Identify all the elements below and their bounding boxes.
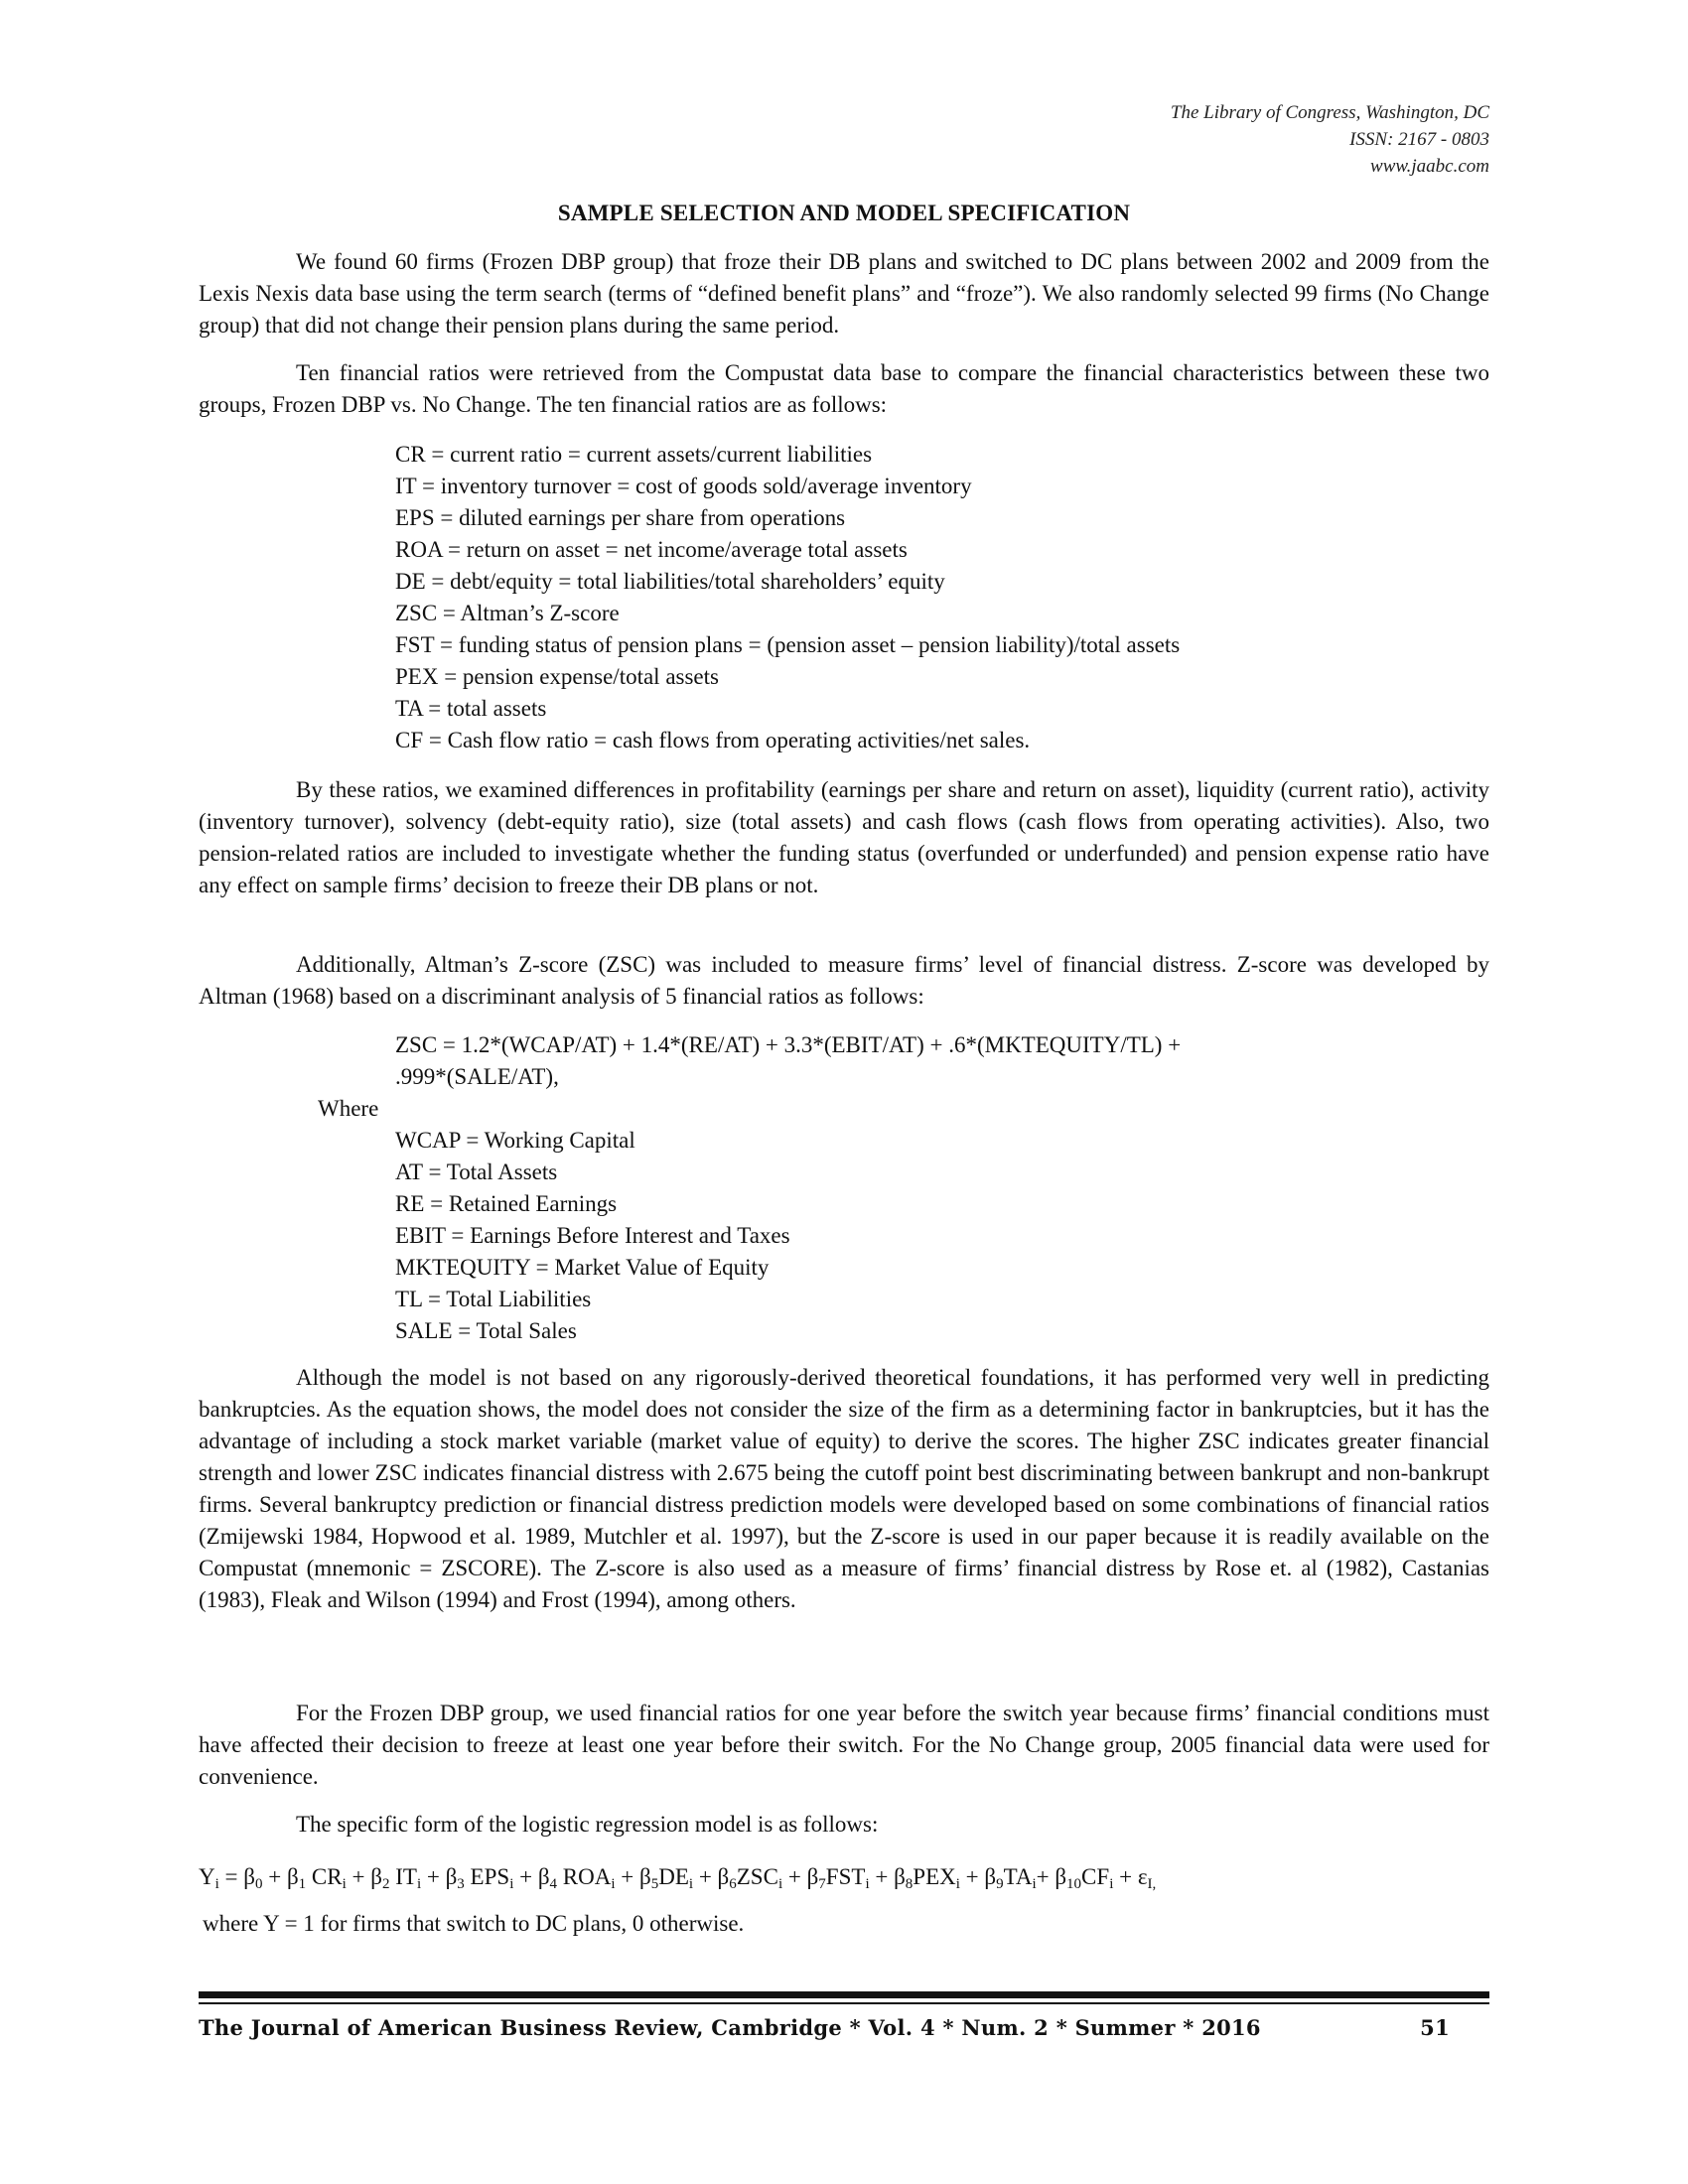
ratio-definition: FST = funding status of pension plans = (pension asset – pension liability)/total assets — [395, 632, 1181, 657]
equation-subscript: 9 — [996, 1876, 1004, 1892]
zscore-variable-list — [395, 1125, 790, 1347]
equation-subscript: i — [509, 1876, 514, 1892]
equation-term: + β — [959, 1864, 997, 1889]
paragraph-ratio-purpose: By these ratios, we examined differences in profitability (earnings per share and return on asset), liquidity (current ratio), activity (inventory turnover), solvency (debt-equity ratio), size (total assets) and cash flows (cash flows from operating activities). Also, two pension-related ratios are included to investigate whether the funding status (overfunded or underfunded) and pension expense ratio have any effect on sample firms’ decision to freeze their DB plans or not. — [199, 777, 1489, 897]
ratio-definition: TA = total assets — [395, 696, 547, 721]
regression-equation — [199, 1861, 1489, 1893]
equation-term: ZSC — [736, 1864, 778, 1889]
equation-term: = β — [218, 1864, 255, 1889]
ratio-definition: ROA = return on asset = net income/average total assets — [395, 537, 908, 562]
equation-subscript: i — [214, 1876, 219, 1892]
equation-subscript: i — [777, 1876, 783, 1892]
equation-term: + β — [693, 1864, 730, 1889]
running-header — [1171, 99, 1489, 180]
header-website: www.jaabc.com — [1370, 156, 1489, 177]
equation-subscript: i — [955, 1876, 960, 1892]
paragraph-data-timing: For the Frozen DBP group, we used financial ratios for one year before the switch year because firms’ financial conditions must have affected their decision to freeze at least one year before their switch. For the No Change group, 2005 financial data were used for convenience. — [199, 1701, 1489, 1789]
zscore-variable: AT = Total Assets — [395, 1160, 558, 1184]
ratio-definition: IT = inventory turnover = cost of goods sold/average inventory — [395, 474, 972, 498]
equation-term: + β — [421, 1864, 458, 1889]
equation-subscript: i — [1032, 1876, 1037, 1892]
zscore-formula-line-2: .999*(SALE/AT), — [395, 1064, 559, 1089]
equation-term: ROA — [557, 1864, 612, 1889]
equation-term: + β — [262, 1864, 299, 1889]
zscore-variable: TL = Total Liabilities — [395, 1287, 592, 1311]
ratio-definition: PEX = pension expense/total assets — [395, 664, 719, 689]
equation-subscript: 5 — [650, 1876, 659, 1892]
equation-subscript: 6 — [729, 1876, 737, 1892]
equation-term: Y — [199, 1864, 215, 1889]
zscore-variable: RE = Retained Earnings — [395, 1191, 618, 1216]
paragraph-ratios-intro: Ten financial ratios were retrieved from the Compustat data base to compare the financial characteristics between these two groups, Frozen DBP vs. No Change. The ten financial ratios are as follows: — [199, 360, 1489, 417]
equation-subscript: i — [611, 1876, 616, 1892]
footer-rule-thin — [199, 2002, 1489, 2004]
equation-term: EPS — [464, 1864, 510, 1889]
equation-term: + β — [869, 1864, 906, 1889]
where-label: Where — [318, 1096, 379, 1121]
ratio-definition-list — [395, 439, 1180, 756]
page-number: 51 — [1420, 2015, 1450, 2040]
equation-subscript: i — [1109, 1876, 1114, 1892]
equation-term: + ε — [1113, 1864, 1148, 1889]
zscore-variable: MKTEQUITY = Market Value of Equity — [395, 1255, 770, 1280]
equation-term: + β — [615, 1864, 651, 1889]
equation-subscript: 7 — [818, 1876, 826, 1892]
equation-subscript: i — [342, 1876, 347, 1892]
header-library: The Library of Congress, Washington, DC — [1170, 102, 1489, 123]
equation-term: TA — [1003, 1864, 1033, 1889]
equation-term: + β — [346, 1864, 382, 1889]
equation-term: IT — [389, 1864, 417, 1889]
journal-citation: The Journal of American Business Review, Cambridge * Vol. 4 * Num. 2 * Summer * 2016 — [199, 2015, 1261, 2040]
zscore-variable: WCAP = Working Capital — [395, 1128, 635, 1153]
equation-subscript: 1 — [298, 1876, 307, 1892]
paragraph-model-intro: The specific form of the logistic regression model is as follows: — [296, 1812, 879, 1837]
equation-term: + β — [782, 1864, 819, 1889]
equation-subscript: 0 — [254, 1876, 263, 1892]
equation-term: + β — [513, 1864, 550, 1889]
equation-subscript: I, — [1147, 1876, 1157, 1892]
regression-note: where Y = 1 for firms that switch to DC plans, 0 otherwise. — [203, 1911, 745, 1936]
paragraph-zscore-intro: Additionally, Altman’s Z-score (ZSC) was included to measure firms’ level of financial distress. Z-score was developed by Altman (1968) based on a discriminant analysis of 5 financial ratios as follows: — [199, 952, 1489, 1009]
ratio-definition: ZSC = Altman’s Z-score — [395, 601, 620, 625]
equation-subscript: 2 — [381, 1876, 390, 1892]
equation-term: CF — [1081, 1864, 1110, 1889]
equation-subscript: 10 — [1066, 1876, 1082, 1892]
equation-subscript: 8 — [905, 1876, 914, 1892]
equation-term: PEX — [913, 1864, 956, 1889]
ratio-definition: DE = debt/equity = total liabilities/total shareholders’ equity — [395, 569, 945, 594]
header-issn: ISSN: 2167 - 0803 — [1349, 129, 1489, 150]
section-title: SAMPLE SELECTION AND MODEL SPECIFICATION — [557, 201, 1131, 225]
zscore-variable: SALE = Total Sales — [395, 1318, 577, 1343]
equation-subscript: 3 — [457, 1876, 465, 1892]
zscore-variable: EBIT = Earnings Before Interest and Taxes — [395, 1223, 790, 1248]
paragraph-zscore-discussion: Although the model is not based on any rigorously-derived theoretical foundations, it has performed very well in predicting bankruptcies. As the equation shows, the model does not consider the size of the firm as a determining factor in bankruptcies, but it has the advantage of including a stock market variable (market value of equity) to derive the scores. The higher ZSC indicates greater financial strength and lower ZSC indicates financial distress with 2.675 being the cutoff point best discriminating between bankrupt and non-bankrupt firms. Several bankruptcy prediction or financial distress prediction models were developed based on some combinations of financial ratios (Zmijewski 1984, Hopwood et al. 1989, Mutchler et al. 1997), but the Z-score is used in our paper because it is readily available on the Compustat (mnemonic = ZSCORE). The Z-score is also used as a measure of firms’ financial distress by Rose et. al (1982), Castanias (1983), Fleak and Wilson (1994) and Frost (1994), among others. — [199, 1365, 1489, 1612]
journal-footer — [199, 2015, 1489, 2040]
equation-subscript: 4 — [549, 1876, 558, 1892]
equation-term: + β — [1036, 1864, 1067, 1889]
ratio-definition: CR = current ratio = current assets/current liabilities — [395, 442, 873, 467]
paragraph-sample: We found 60 firms (Frozen DBP group) that froze their DB plans and switched to DC plans between 2002 and 2009 from the Lexis Nexis data base using the term search (terms of “defined benefit plans” and “froze”). We also randomly selected 99 firms (No Change group) that did not change their pension plans during the same period. — [199, 249, 1489, 338]
zscore-formula-line-1: ZSC = 1.2*(WCAP/AT) + 1.4*(RE/AT) + 3.3*(EBIT/AT) + .6*(MKTEQUITY/TL) + — [395, 1032, 1182, 1057]
equation-subscript: i — [688, 1876, 694, 1892]
equation-term: CR — [306, 1864, 343, 1889]
equation-term: FST — [825, 1864, 866, 1889]
zscore-formula — [395, 1029, 1388, 1093]
ratio-definition: CF = Cash flow ratio = cash flows from operating activities/net sales. — [395, 728, 1031, 752]
ratio-definition: EPS = diluted earnings per share from operations — [395, 505, 846, 530]
equation-term: DE — [658, 1864, 689, 1889]
equation-subscript: i — [865, 1876, 870, 1892]
footer-rule-thick — [199, 1991, 1489, 1998]
equation-subscript: i — [416, 1876, 422, 1892]
